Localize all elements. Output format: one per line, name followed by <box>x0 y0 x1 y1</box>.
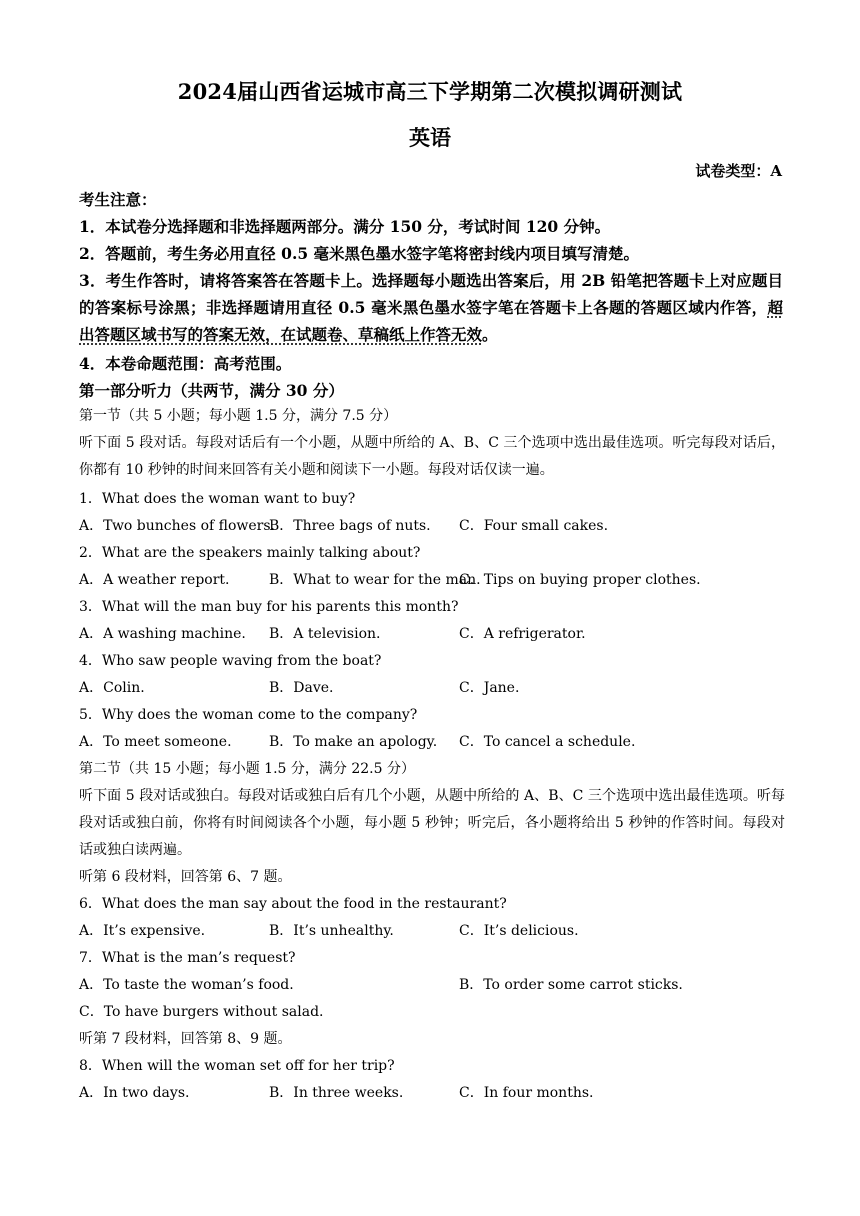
note-3-emphasis: 超出答题区域书写的答案无效，在试题卷、草稿纸上作答无效 <box>79 298 783 344</box>
note-3-text: 3．考生作答时，请将答案答在答题卡上。选择题每小题选出答案后，用 2B 铅笔把答题卡上对应题目的答案标号涂黑；非选择题请用直径 0.5 毫米黑色墨水签字笔在答题卡上各题的答题区域内作答， <box>79 271 783 317</box>
option-b: B．To order some carrot sticks. <box>459 977 683 993</box>
question-1: 1．What does the woman want to buy? <box>79 491 356 507</box>
question-6: 6．What does the man say about the food in the restaurant? <box>79 896 507 912</box>
question-4-options <box>79 675 789 702</box>
option-b: B．Three bags of nuts. <box>269 518 431 534</box>
question-2-options <box>79 567 789 594</box>
question-7-options-ab <box>79 972 789 999</box>
option-c: C．A refrigerator. <box>459 626 586 642</box>
question-3: 3．What will the man buy for his parents this month? <box>79 599 459 615</box>
notes-heading: 考生注意： <box>79 190 157 209</box>
question-4: 4．Who saw people waving from the boat? <box>79 653 382 669</box>
option-c: C．Four small cakes. <box>459 518 609 534</box>
option-a: A．A washing machine. <box>79 626 246 642</box>
option-a: A．It’s expensive. <box>79 923 206 939</box>
question-1-options <box>79 513 789 540</box>
question-5: 5．Why does the woman come to the company? <box>79 707 418 723</box>
option-c: C．It’s delicious. <box>459 923 579 939</box>
question-3-options <box>79 621 789 648</box>
section1-title: 第一节（共 5 小题；每小题 1.5 分，满分 7.5 分） <box>79 408 398 424</box>
option-c: C．Jane. <box>459 680 520 696</box>
option-a: A．Two bunches of flowers. <box>79 518 276 534</box>
question-8-options <box>79 1080 789 1107</box>
option-a: A．Colin. <box>79 680 145 696</box>
section1-instructions: 听下面 5 段对话。每段对话后有一个小题，从题中所给的 A、B、C 三个选项中选出最佳选项。听完每段对话后，你都有 10 秒钟的时间来回答有关小题和阅读下一小题。每段对话仅读一遍。 <box>79 435 785 478</box>
option-b: B．A television. <box>269 626 381 642</box>
paper-type-label: 试卷类型：A <box>695 162 782 180</box>
question-8: 8．When will the woman set off for her trip? <box>79 1058 395 1074</box>
option-a: A．To meet someone. <box>79 734 232 750</box>
option-c: C．Tips on buying proper clothes. <box>459 572 701 588</box>
note-3-end: 。 <box>482 325 498 344</box>
note-4: 4．本卷命题范围：高考范围。 <box>79 354 292 373</box>
option-b: B．To make an apology. <box>269 734 438 750</box>
question-7: 7．What is the man’s request? <box>79 950 296 966</box>
candidate-notes <box>79 186 783 377</box>
section2-title: 第二节（共 15 小题；每小题 1.5 分，满分 22.5 分） <box>79 761 415 777</box>
part1-heading: 第一部分听力（共两节，满分 30 分） <box>79 381 344 400</box>
section2-instructions: 听下面 5 段对话或独白。每段对话或独白后有几个小题，从题中所给的 A、B、C 三个选项中选出最佳选项。听每段对话或独白前，你将有时间阅读各个小题，每小题 5 秒钟；听完后，各小题将给出 5 秒钟的作答时间。每段对话或独白读两遍。 <box>79 788 785 858</box>
question-5-options <box>79 729 789 756</box>
option-b: B．What to wear for the man. <box>269 572 481 588</box>
material-7-note: 听第 7 段材料，回答第 8、9 题。 <box>79 1031 292 1047</box>
question-2: 2．What are the speakers mainly talking about? <box>79 545 421 561</box>
option-c: C．In four months. <box>459 1085 594 1101</box>
option-c: C．To cancel a schedule. <box>459 734 636 750</box>
subject-title: 英语 <box>409 125 451 150</box>
option-a: A．In two days. <box>79 1085 190 1101</box>
option-b: B．Dave. <box>269 680 334 696</box>
option-a: A．To taste the woman’s food. <box>79 977 294 993</box>
material-6-note: 听第 6 段材料，回答第 6、7 题。 <box>79 869 292 885</box>
option-c: C．To have burgers without salad. <box>79 1004 324 1020</box>
option-a: A．A weather report. <box>79 572 230 588</box>
note-3 <box>79 267 783 348</box>
question-6-options <box>79 918 789 945</box>
note-1: 1．本试卷分选择题和非选择题两部分。满分 150 分，考试时间 120 分钟。 <box>79 217 611 236</box>
question-7-options-c <box>79 999 789 1026</box>
option-b: B．In three weeks. <box>269 1085 404 1101</box>
exam-title: 2024届山西省运城市高三下学期第二次模拟调研测试 <box>177 79 683 104</box>
option-b: B．It’s unhealthy. <box>269 923 394 939</box>
note-2: 2．答题前，考生务必用直径 0.5 毫米黑色墨水签字笔将密封线内项目填写清楚。 <box>79 244 640 263</box>
